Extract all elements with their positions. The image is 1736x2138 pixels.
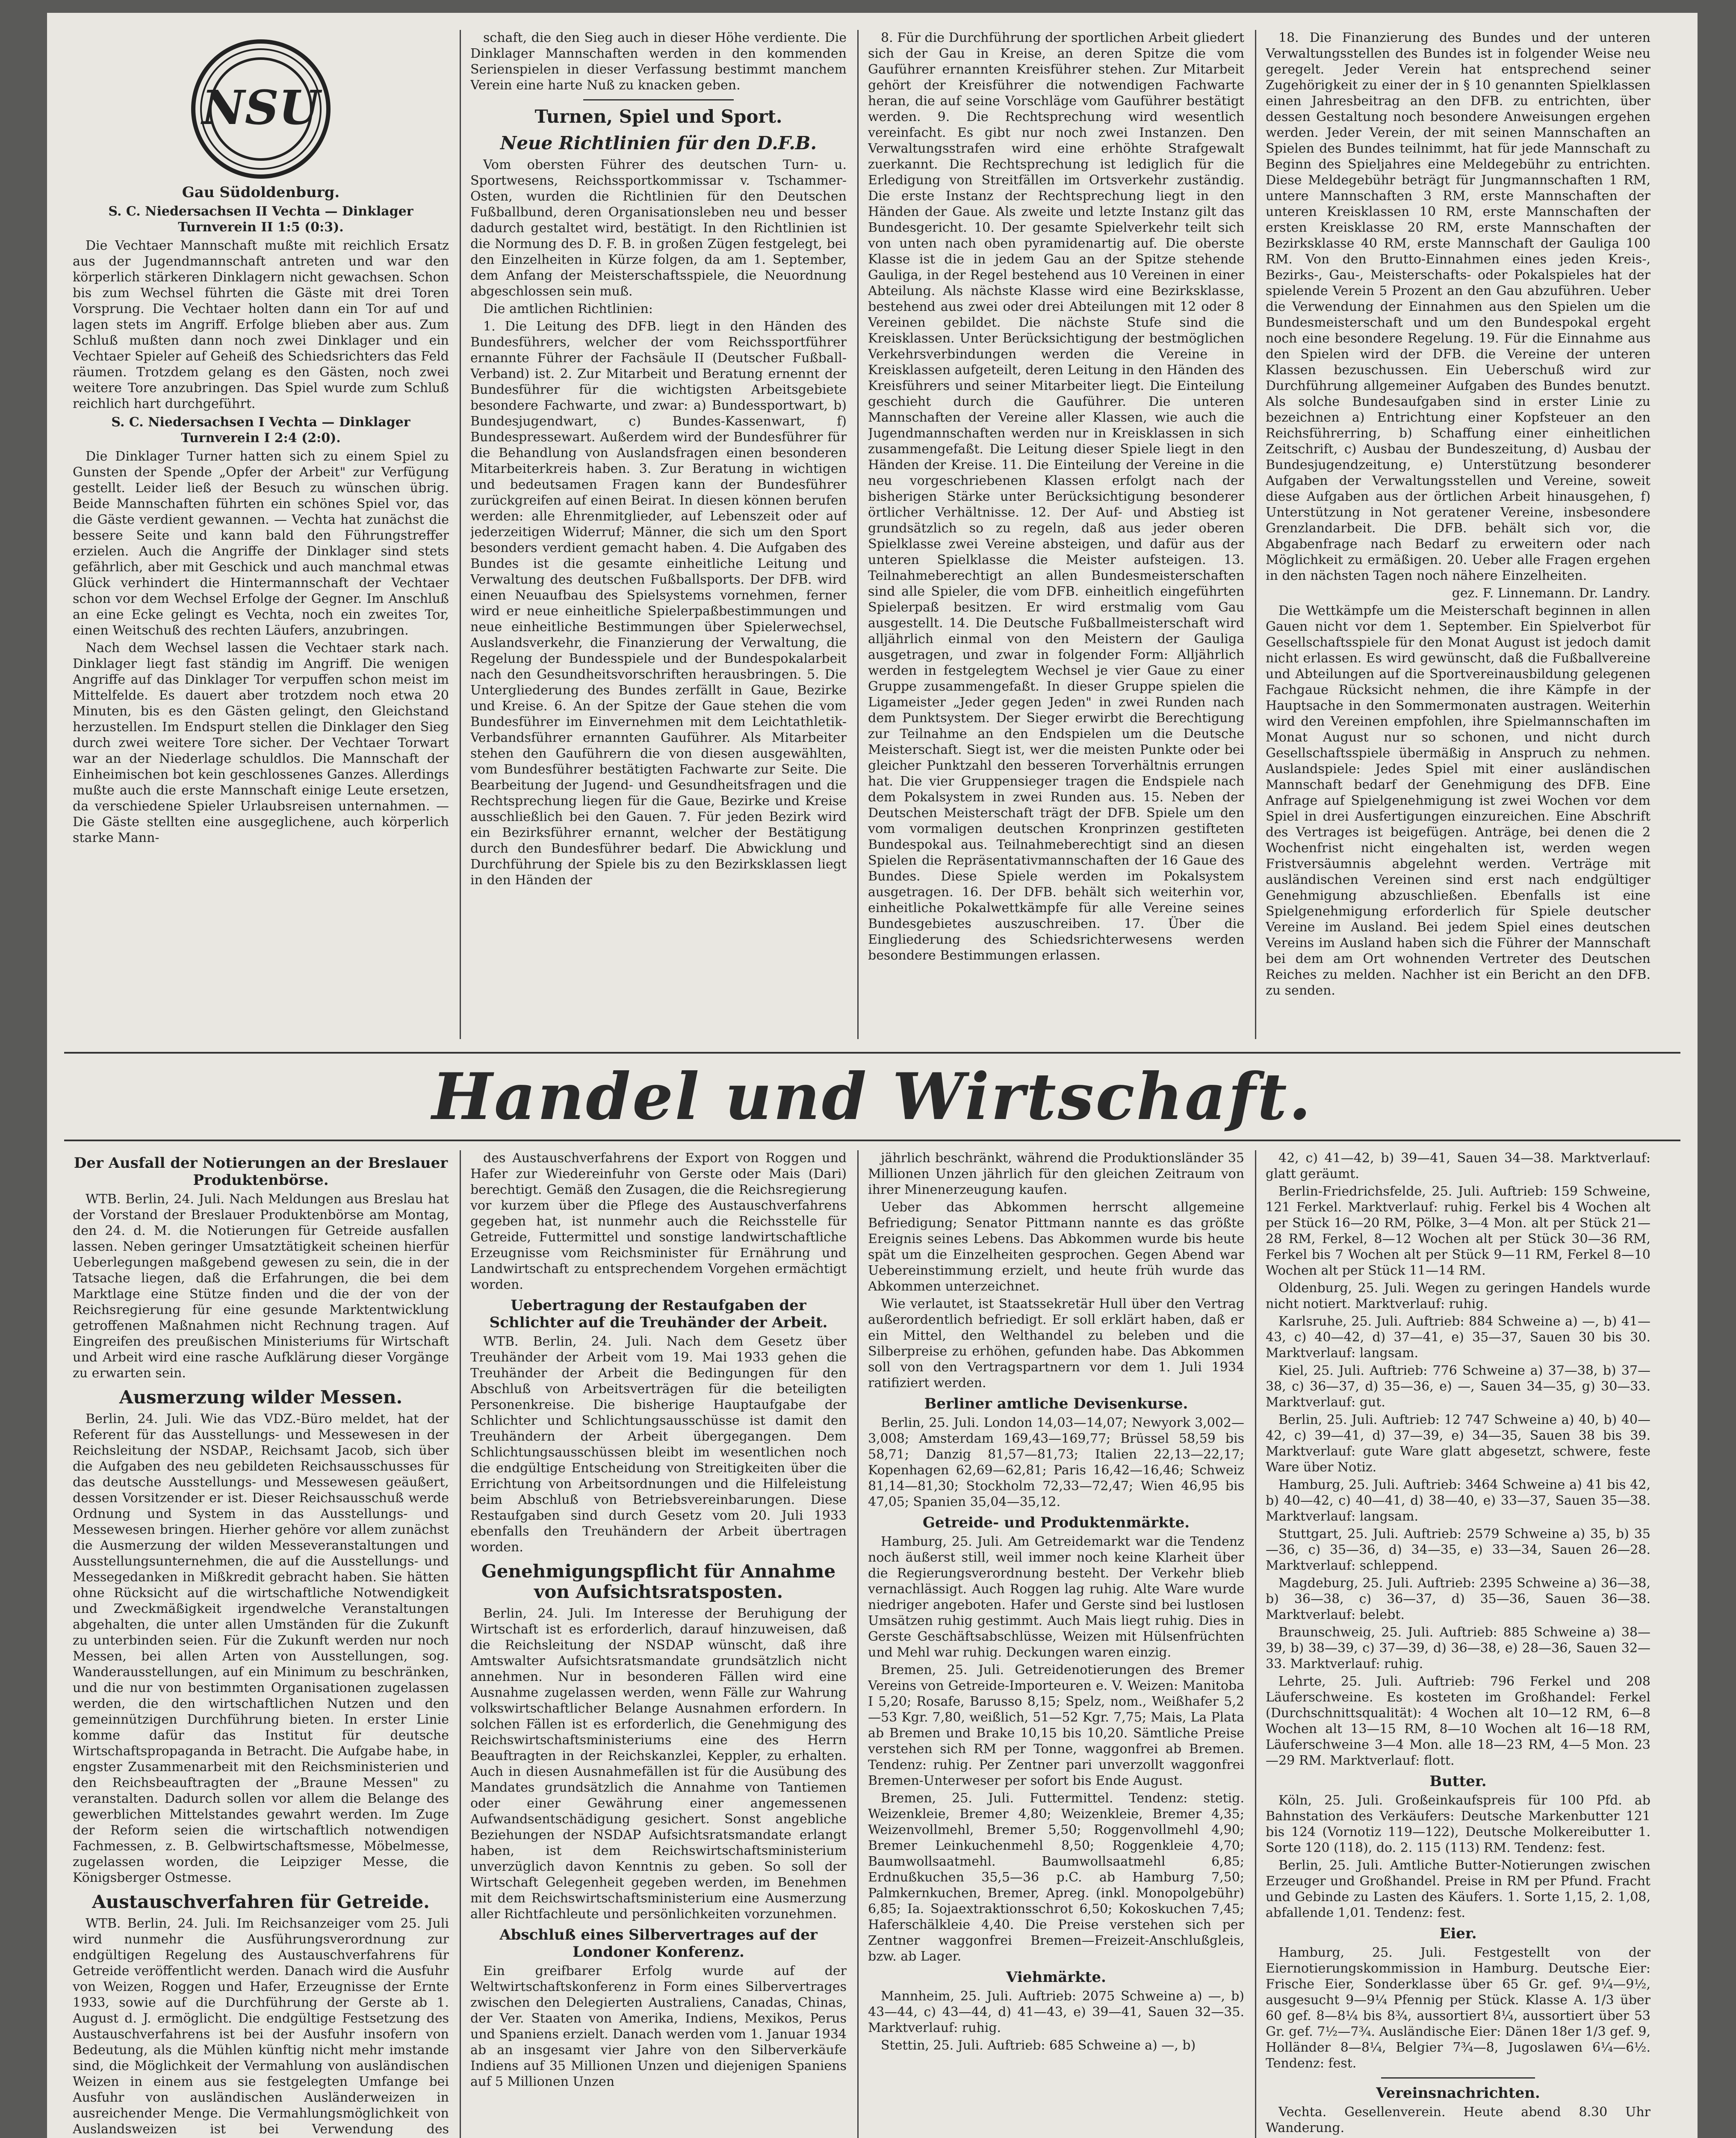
vereinsnachrichten-text: Vechta. Gesellenverein. Heute abend 8.30 Uhr Wanderung. — [1266, 2105, 1650, 2135]
aufsichtsrat-headline: Genehmigungspflicht für Annahme von Aufsichtsratsposten. — [481, 1561, 836, 1602]
oldenburg-text: Oldenburg, 25. Juli. Wegen zu geringen Handels wurde nicht notiert. Marktverlauf: ruhig. — [1266, 1281, 1650, 1311]
dfb-rules-col4: 18. Die Finanzierung des Bundes und der unteren Verwaltungsstellen des Bundes ist in folgender Weise neu geregelt. Jeder Verein hat entsprechend seiner Zugehörigkeit zu einer der in § 10 genannten Spielklassen einen Jahresbeitrag an den DFB. zu entrichten, über dessen Gestaltung noch besondere Anweisungen ergehen werden. Jeder Verein, der mit seinen Mannschaften an Spielen des Bundes teilnimmt, hat für jede Mannschaft zu Beginn des Spieljahres eine Meldegebühr zu entrichten. Diese Meldegebühr beträgt für Jungmannschaften 1 RM, untere Mannschaften 3 RM, erste Mannschaften der unteren Kreisklassen 10 RM, erste Mannschaften der ersten Kreisklasse 20 RM, erste Mannschaften der Bezirksklasse 40 RM, erste Mannschaft der Gauliga 100 RM. Von den Brutto-Einnahmen eines jeden Kreis-, Bezirks-, Gau-, Meisterschafts- oder Pokalspieles hat der spielende Verein 5 Prozent an den Gau abzuführen. Ueber die Verwendung der Einnahmen aus den Spielen um die Bundesmeisterschaft und um den Bundespokal ergeht noch eine besondere Regelung. 19. Für die Einnahme aus den Spielen wird der DFB. die Vereine der unteren Klassen bezuschussen. Ein Ueberschuß wird zur Durchführung allgemeiner Aufgaben des Bundes benutzt. Als solche Bundesaufgaben sind in erster Linie zu bezeichnen a) Entrichtung einer Kopfsteuer an den Reichsführerring, b) Schaffung einer einheitlichen Zeitschrift, c) Ausbau der Bundeszeitung, d) Ausbau der Bundesjugendzeitung, e) Unterstützung besonderer Aufgaben der Verwaltungsstellen und Vereine, soweit diese Aufgaben aus der örtlichen Arbeit hinausgehen, f) Unterstützung in Not geratener Vereine, insbesondere Grenzlandarbeit. Die DFB. behält sich vor, die Abgabenfrage nach Bedarf zu erweitern oder nach Möglichkeit zu ermäßigen. 20. Ueber alle Fragen ergehen in den nächsten Tagen noch nähere Einzelheiten. — [1266, 30, 1650, 583]
match2-text: Die Dinklager Turner hatten sich zu einem Spiel zu Gunsten der Spende „Opfer der Arbeit" zur Verfügung gestellt. Leider ließ der Besuch zu wünschen übrig. Beide Mannschaften führten ein schönes Spiel vor, das die Gäste verdient gewannen. — Vechta hat zunächst die bessere Seite und kann bald den Führungstreffer erzielen. Auch die Angriffe der Dinklager sind stets gefährlich, aber mit Geschick und auch manchmal etwas Glück verhindert die Hintermannschaft der Vechtaer schon vor dem Wechsel Erfolge der Gegner. Im Anschluß an eine Ecke gelingt es Vechta, noch ein zweites Tor, einen Weitschuß des rechten Läufers, anzubringen. — [73, 449, 449, 638]
handel-column-3 — [868, 1150, 1244, 2138]
getreide-hamburg-text: Hamburg, 25. Juli. Am Getreidemarkt war die Tendenz noch äußerst still, weil immer noch keine Klarheit über die Regierungsverordnung besteht. Der Verkehr blieb vernachlässigt. Auch Roggen lag ruhig. Alte Ware wurde niedriger angeboten. Hafer und Gerste sind bei lustlosen Umsätzen ruhig gestimmt. Auch Mais liegt ruhig. Dies in Gerste Geschäftsabschlüsse, Weizen mit Hülsenfrüchten und Mehl war ruhig. Deckungen waren einzig. — [868, 1534, 1244, 1660]
sport-column-2 — [470, 30, 847, 1039]
breslau-text: WTB. Berlin, 24. Juli. Nach Meldungen aus Breslau hat der Vorstand der Breslauer Produktenbörse am Montag, den 24. d. M. die Notierungen für Getreide ausfallen lassen. Neben geringer Umsatztätigkeit scheinen hierfür Ueberlegungen maßgebend gewesen zu sein, die in der Tatsache liegen, daß die Erfahrungen, die bei dem Marktlage eine Stütze finden und die der von der Reichsregierung für eine gesunde Marktentwicklung getroffenen Maßnahmen nicht Rechnung tragen. Auf Eingreifen des preußischen Ministeriums für Wirtschaft und Arbeit wird eine rasche Aufklärung dieser Vorgänge zu erwarten sein. — [73, 1192, 449, 1381]
column-divider — [460, 1150, 461, 2138]
butter-headline: Butter. — [1429, 1773, 1487, 1790]
sport-column-4 — [1266, 30, 1650, 1039]
devisen-text: Berlin, 25. Juli. London 14,03—14,07; Newyork 3,002—3,008; Amsterdam 169,43—169,77; Brüssel 58,59 bis 58,71; Danzig 81,57—81,73; Italien 22,13—22,17; Kopenhagen 62,69—62,81; Paris 16,42—16,46; Schweiz 81,14—81,30; Stockholm 72,33—72,47; Wien 46,95 bis 47,05; Spanien 35,04—35,12. — [868, 1415, 1244, 1509]
butter-berlin-text: Berlin, 25. Juli. Amtliche Butter-Notierungen zwischen Erzeuger und Großhandel. Preise in RM per Pfund. Fracht und Gebinde zu Lasten des Käufers. 1. Sorte 1,15, 2. 1,08, abfallende 1,01. Tendenz: fest. — [1266, 1858, 1650, 1920]
dfb-intro: Vom obersten Führer des deutschen Turn- u. Sportwesens, Reichssportkommissar v. Tschammer-Osten, wurden die Richtlinien für den Deutschen Fußballbund, deren Organisationsleben neu und besser dadurch gestaltet wird, bestätigt. In den Richtlinien ist die Normung des D. F. B. in großen Zügen festgelegt, bei den Einzelheiten in Kürze folgen, da am 1. September, dem Anfang der Meisterschaftsspiele, die Neuordnung abgeschlossen sein muß. — [470, 157, 847, 299]
schlichter-headline: Uebertragung der Restaufgaben der Schlichter auf die Treuhänder der Arbeit. — [489, 1297, 828, 1331]
short-rule — [583, 99, 734, 100]
friedrichsfelde-text: Berlin-Friedrichsfelde, 25. Juli. Auftrieb: 159 Schweine, 121 Ferkel. Marktverlauf: ruhig. Ferkel bis 4 Wochen alt per Stück 16—20 RM, Pölke, 3—4 Mon. alt per Stück 21—28 RM, Ferkel, 8—12 Wochen alt per Stück 30—36 RM, Ferkel bis 7 Wochen alt per Stück 9—11 RM, Ferkel 8—10 Wochen alt per Stück 11—14 RM. — [1266, 1184, 1650, 1278]
match1-text: Die Vechtaer Mannschaft mußte mit reichlich Ersatz aus der Jugendmannschaft antreten und war den körperlich stärkeren Dinklagern nicht gewachsen. Schon bis zum Wechsel führten die Gäste mit drei Toren Vorsprung. Die Vechtaer holten dann ein Tor auf und lagen stets im Angriff. Erfolge blieben aber aus. Zum Schluß mußten dann noch zwei Dinklager und ein Vechtaer Spieler auf Geheiß des Schiedsrichters das Feld räumen. Trotzdem gelang es den Gästen, noch zwei weitere Tore anzubringen. Das Spiel wurde zum Schluß reichlich hart durchgeführt. — [73, 238, 449, 411]
section-banner: Handel und Wirtschaft. — [432, 1059, 1313, 1134]
banner-bottom-rule — [64, 1140, 1680, 1141]
stettin-text: Stettin, 25. Juli. Auftrieb: 685 Schweine a) —, b) — [881, 2038, 1196, 2053]
match2-title: S. C. Niedersachsen I Vechta — Dinklager Turnverein I 2:4 (2:0). — [111, 415, 410, 446]
messen-headline: Ausmerzung wilder Messen. — [119, 1387, 403, 1408]
silber-reaction-text: Ueber das Abkommen herrscht allgemeine Befriedigung; Senator Pittmann nannte es das größte Ereignis seines Lebens. Das Abkommen wurde bis heute spät um die Einzelheiten gesprochen. Gegen Abend war Uebereinstimmung erzielt, und heute früh wurde das Abkommen unterzeichnet. — [868, 1200, 1244, 1294]
column-divider — [1255, 30, 1256, 1039]
braunschweig-text: Braunschweig, 25. Juli. Auftrieb: 885 Schweine a) 38—39, b) 38—39, c) 37—39, d) 36—38, e) 28—36, Sauen 32—33. Marktverlauf: ruhig. — [1266, 1625, 1650, 1671]
dfb-rules-col3: 8. Für die Durchführung der sportlichen Arbeit gliedert sich der Gau in Kreise, an deren Spitze die vom Gauführer ernannten Kreisführer stehen. Zur Mitarbeit gehört der Kreisführer die notwendigen Fachwarte heran, die auf seine Vorschläge vom Gauführer bestätigt werden. 9. Die Rechtsprechung wird wesentlich vereinfacht. Es gibt nur noch zwei Instanzen. Den Verwaltungsstrafen wird eine erhöhte Strafgewalt zuerkannt. Die Rechtsprechung ist lediglich für die Erledigung von Streitfällen im Ortsverkehr zuständig. Die erste Instanz der Rechtsprechung liegt in den Händen der Gaue. Als zweite und letzte Instanz gilt das Bundesgericht. 10. Der gesamte Spielverkehr teilt sich von unten nach oben pyramidenartig auf. Die oberste Klasse ist die in jedem Gau an der Spitze stehende Gauliga, in der Regel bestehend aus 10 Vereinen in einer Abteilung. Als nächste Klasse wird eine Bezirksklasse, bestehend aus zwei oder drei Abteilungen mit 12 oder 8 Vereinen gebildet. Die nächste Stufe sind die Kreisklassen. Unter Berücksichtigung der bestmöglichen Verkehrsverbindungen werden die Vereine in Kreisklassen aufgeteilt, deren Leitung in den Händen des Kreisführers und seiner Mitarbeiter liegt. Die Einteilung geschieht durch die Gauführer. Die unteren Mannschaften der Vereine aller Klassen, wie auch die Jugendmannschaften werden nur in Kreisklassen in sich zusammengefaßt. Die Leitung dieser Spiele liegt in den Händen der Kreise. 11. Die Einteilung der Vereine in die neu vorgeschriebenen Klassen erfolgt nach der bisherigen Stärke unter Berücksichtigung besonderer örtlicher Verhältnisse. 12. Der Auf- und Abstieg ist grundsätzlich so zu regeln, daß aus jeder oberen Spielklasse zwei Vereine absteigen, und dafür aus der unteren Spielklasse die Meister aufsteigen. 13. Teilnahmeberechtigt an allen Bundesmeisterschaften sind alle Spieler, die vom DFB. einheitlich eingeführten Spielerpaß besitzen. Er wird erstmalig vom Gau ausgestellt. 14. Die Deutsche Fußballmeisterschaft wird alljährlich einmal von den Meistern der Gauliga ausgetragen, und zwar in folgender Form: Alljährlich werden in festgelegtem Wechsel je vier Gaue zu einer Gruppe zusammengefaßt. In dieser Gruppe spielen die Ligameister „Jeder gegen Jeden" in zwei Runden nach dem Punktsystem. Der Sieger erwirbt die Berechtigung zur Teilnahme an den Endspielen um die Deutsche Meisterschaft. Siegt ist, wer die meisten Punkte oder bei gleicher Punktzahl den besseren Torverhältnis errungen hat. Die vier Gruppensieger tragen die Endspiele nach dem Pokalsystem in zwei Runden aus. 15. Neben der Deutschen Meisterschaft trägt der DFB. Spiele um den vom vormaligen deutschen Kronprinzen gestifteten Bundespokal aus. Teilnahmeberechtigt sind an diesen Spielen die Repräsentativmannschaften der 16 Gaue des Bundes. Diese Spiele werden im Pokalsystem ausgetragen. 16. Der DFB. behält sich weiterhin vor, einheitliche Pokalwettkämpfe für alle Vereine seines Bundesgebietes auszuschreiben. 17. Über die Eingliederung des Schiedsrichterwesens werden besondere Bestimmungen erlassen. — [868, 30, 1244, 963]
svg-text:NSU: NSU — [202, 80, 320, 135]
stettin-cont-text: 42, c) 41—42, b) 39—41, Sauen 34—38. Marktverlauf: glatt geräumt. — [1266, 1151, 1650, 1181]
column-divider — [857, 30, 859, 1039]
gau-title: Gau Südoldenburg. — [182, 184, 340, 201]
column-divider — [460, 30, 461, 1039]
match1-title: S. C. Niedersachsen II Vechta — Dinklager Turnverein II 1:5 (0:3). — [108, 204, 413, 235]
dfb-signature: gez. F. Linnemann. Dr. Landry. — [1452, 586, 1650, 601]
getreide-headline: Getreide- und Produktenmärkte. — [922, 1514, 1190, 1531]
austausch-cont-text: des Austauschverfahrens der Export von Roggen und Hafer zur Wiedereinfuhr von Gerste oder Mais (Dari) berechtigt. Gemäß den Zusagen, die die Reichsregierung vor kurzem über die Pflege des Austauschverfahrens gegeben hat, ist nunmehr auch die Reichsstelle für Getreide, Futtermittel und sonstige landwirtschaftliche Erzeugnisse vom Reichsminister für Ernährung und Landwirtschaft zu entsprechendem Vorgehen ermächtigt worden. — [470, 1151, 847, 1292]
dfb-rules-col2: 1. Die Leitung des DFB. liegt in den Händen des Bundesführers, welcher der vom Reichssportführer ernannte Führer der Fachsäule II (Deutscher Fußball-Verband) ist. 2. Zur Mitarbeit und Beratung ernennt der Bundesführer für die wichtigsten Arbeitsgebiete besondere Fachwarte, und zwar: a) Bundessportwart, b) Bundesjugendwart, c) Bundes-Kassenwart, f) Bundespressewart. Außerdem wird der Bundesführer für die Behandlung von Auslandsfragen einen besonderen Mitarbeiterkreis haben. 3. Zur Beratung in wichtigen und bedeutsamen Fragen kann der Bundesführer zurückgreifen auf einen Beirat. In diesen können berufen werden: alle Ehrenmitglieder, auf Lebenszeit oder auf jederzeitigen Widerruf; Männer, die sich um den Sport besonders verdient gemacht haben. 4. Die Aufgaben des Bundes ist die gesamte einheitliche Leitung und Verwaltung des deutschen Fußballsports. Der DFB. wird einen Neuaufbau des Spielsystems vornehmen, ferner wird er neue einheitliche Spielerpaßbestimmungen und neue einheitliche Bestimmungen über Spielerwechsel, Auslandsverkehr, die Finanzierung der Verwaltung, die Regelung der Bundesspiele und der Bundespokalarbeit nach den Gesundheitsvorschriften herausbringen. 5. Die Untergliederung des Bundes zerfällt in Gaue, Bezirke und Kreise. 6. An der Spitze der Gaue stehen die vom Bundesführer im Einvernehmen mit dem Leichtathletik-Verbandsführer ernannten Gauführer. Als Mitarbeiter stehen den Gauführern die von diesen ausgewählten, vom Bundesführer bestätigten Fachwarte zur Seite. Die Bearbeitung der Jugend- und Gesundheitsfragen und die Rechtsprechung liegen für die Gaue, Bezirke und Kreise ausschließlich bei den Gauen. 7. Für jeden Bezirk wird ein Bezirksführer ernannt, welcher der Bestätigung durch den Bundesführer bedarf. Die Abwicklung und Durchführung der Spiele bis zu den Bezirksklassen liegt in den Händen der — [470, 319, 847, 888]
section-title: Turnen, Spiel und Sport. — [534, 106, 782, 127]
mannheim-text: Mannheim, 25. Juli. Auftrieb: 2075 Schweine a) —, b) 43—44, c) 43—44, d) 41—43, e) 39—41, Sauen 32—35. Marktverlauf: ruhig. — [868, 1989, 1244, 2035]
handel-column-1 — [73, 1150, 449, 2138]
banner-top-rule — [64, 1052, 1680, 1054]
karlsruhe-text: Karlsruhe, 25. Juli. Auftrieb: 884 Schweine a) —, b) 41—43, c) 40—42, d) 37—41, e) 35—37, Sauen 30 bis 30. Marktverlauf: langsam. — [1266, 1314, 1650, 1361]
hamburg-vieh-text: Hamburg, 25. Juli. Auftrieb: 3464 Schweine a) 41 bis 42, b) 40—42, c) 40—41, d) 38—40, e) 33—37, Sauen 35—38. Marktverlauf: langsam. — [1266, 1477, 1650, 1524]
kiel-text: Kiel, 25. Juli. Auftrieb: 776 Schweine a) 37—38, b) 37—38, c) 36—37, d) 35—36, e) —, Sauen 34—35, g) 30—33. Marktverlauf: gut. — [1266, 1363, 1650, 1410]
column-divider — [1255, 1150, 1256, 2138]
breslau-headline: Der Ausfall der Notierungen an der Breslauer Produktenbörse. — [74, 1155, 448, 1189]
austausch-text: WTB. Berlin, 24. Juli. Im Reichsanzeiger vom 25. Juli wird nunmehr die Ausführungsverordnung zur endgültigen Regelung des Austauschverfahrens für Getreide veröffentlicht werden. Danach wird die Ausfuhr von Weizen, Roggen und Hafer, Erzeugnisse der Ernte 1933, sowie auf die Durchführung der Gerste ab 1. August d. J. ermöglicht. Die endgültige Festsetzung des Austauschverfahrens ist bei der Ausfuhr insofern von Bedeutung, als die Mühlen künftig nicht mehr imstande sind, die Möglichkeit der Vermahlung von ausländischen Weizen in einem aus sie festgelegten Umfange bei Ausfuhr von ausländischen Ausländerweizen in ausreichender Menge. Die Vermahlungsmöglichkeit von Auslandsweizen ist bei Verwendung des — [73, 1916, 449, 2137]
sport-column-1 — [73, 30, 449, 1039]
col2-top-text: schaft, die den Sieg auch in dieser Höhe verdiente. Die Dinklager Mannschaften werden in den kommenden Serienspielen in dieser Verfassung bestimmt manchem Verein eine harte Nuß zu knacken geben. — [470, 30, 847, 93]
sport-column-3 — [868, 30, 1244, 1039]
schlichter-text: WTB. Berlin, 24. Juli. Nach dem Gesetz über Treuhänder der Arbeit vom 19. Mai 1933 gehen die Treuhänder der Arbeit die Bedingungen für den Abschluß von Arbeitsverträgen für die beteiligten Personenkreise. Die bisherige Hauptaufgabe der Schlichter und Schlichtungsausschüsse ist damit den Treuhändern der Arbeit übergegangen. Dem Schlichtungsausschüssen bleibt im wesentlichen noch die endgültige Entscheidung von Streitigkeiten über die Errichtung von Arbeitsordnungen und die Hilfeleistung beim Abschluß von Betriebsvereinbarungen. Diese Restaufgaben sind durch Gesetz vom 20. Juli 1933 ebenfalls den Treuhändern der Arbeit übertragen worden. — [470, 1334, 847, 1555]
dfb-rules-heading: Die amtlichen Richtlinien: — [483, 301, 653, 316]
butter-koeln-text: Köln, 25. Juli. Großeinkaufspreis für 100 Pfd. ab Bahnstation des Verkäufers: Deutsche Markenbutter 121 bis 124 (Vornotiz 119—122), Deutsche Molkereibutter 1. Sorte 120 (118), do. 2. 115 (113) RM. Tendenz: fest. — [1266, 1793, 1650, 1855]
eier-text: Hamburg, 25. Juli. Festgestellt von der Eiernotierungskommission in Hamburg. Deutsche Eier: Frische Eier, Sonderklasse über 65 Gr. gef. 9¼—9½, ausgesucht 9—9¼ Pfennig per Stück. Klasse A. 1/3 über 60 gef. 8—8¼ bis 8¾, aussortiert 8¼, aussortiert über 53 Gr. gef. 7½—7¾. Ausländische Eier: Dänen 18er 1/3 gef. 9, Holländer 8—8¼, Belgier 7¾—8, Jugoslawen 6¼—6½. Tendenz: fest. — [1266, 1945, 1650, 2071]
handel-column-4 — [1266, 1150, 1650, 2138]
getreide-bremen-text: Bremen, 25. Juli. Getreidenotierungen des Bremer Vereins von Getreide-Importeuren e. V. Weizen: Manitoba I 5,20; Rosafe, Barusso 8,15; Spelz, nom., Weißhafer 5,2—53 Kgr. 7,80, weißlich, 51—52 Kgr. 7,75; Mais, La Plata ab Bremen und Brake 10,15 bis 10,20. Sämtliche Preise verstehen sich RM per Tonne, waggonfrei ab Bremen. Tendenz: ruhig. Per Zentner pari unverzollt waggonfrei Bremen-Unterweser per sofort bis Ende August. — [868, 1663, 1244, 1788]
austausch-headline: Austauschverfahren für Getreide. — [92, 1891, 430, 1912]
handel-column-2 — [470, 1150, 847, 2138]
devisen-headline: Berliner amtliche Devisenkurse. — [924, 1395, 1188, 1412]
nsu-logo-icon — [190, 38, 331, 180]
aufsichtsrat-text: Berlin, 24. Juli. Im Interesse der Beruhigung der Wirtschaft ist es erforderlich, darauf hinzuweisen, daß die Reichsleitung der NSDAP wünscht, daß ihre Amtswalter Aufsichtsratsmandate grundsätzlich nicht annehmen. Nur in besonderen Fällen wird eine Ausnahme zugelassen werden, wenn Fälle zur Wahrung volkswirtschaftlicher Belange Ausnahmen erfordern. In solchen Fällen ist es erforderlich, die Genehmigung des Reichswirtschaftsministeriums eine des Herrn Beauftragten in der Reichskanzlei, Keppler, zu erhalten. Auch in diesen Ausnahmefällen ist für die Ausübung des Mandates grundsätzlich die Annahme von Tantiemen oder einer Gewährung einer angemessenen Aufwandsentschädigung gesichert. Sonst angebliche Beziehungen der NSDAP Aufsichtsratsmandate erlangt haben, ist dem Reichswirtschaftsministerium unverzüglich davon Kenntnis zu geben. So soll der Wirtschaft Gelegenheit gegeben werden, im Benehmen mit dem Reichswirtschaftsministerium eine Ausmerzung aller Richtfachleute und persönlichkeiten vorzunehmen. — [470, 1606, 847, 1922]
lehrte-text: Lehrte, 25. Juli. Auftrieb: 796 Ferkel und 208 Läuferschweine. Es kosteten im Großhandel: Ferkel (Durchschnittsqualität): 4 Wochen alt 10—12 RM, 6—8 Wochen alt 13—15 RM, 8—10 Wochen alt 16—18 RM, Läuferschweine 3—4 Mon. alle 18—23 RM, 4—5 Mon. 23—29 RM. Marktverlauf: flott. — [1266, 1674, 1650, 1768]
silber-text: Ein greifbarer Erfolg wurde auf der Weltwirtschaftskonferenz in Form eines Silbervertrages zwischen den Delegierten Australiens, Canadas, Chinas, der Ver. Staaten von Amerika, Indiens, Mexikos, Perus und Spaniens erzielt. Danach werden vom 1. Januar 1934 ab an insgesamt vier Jahre von den Silberverkäufe Indiens auf 35 Millionen Unzen und diejenigen Spaniens auf 5 Millionen Unzen — [470, 1964, 847, 2089]
hull-text: Wie verlautet, ist Staatssekretär Hull über den Vertrag außerordentlich befriedigt. Er soll erklärt haben, daß er ein Mittel, den Welthandel zu beleben und die Silberpreise zu erhöhen, gefunden habe. Das Abkommen soll von den Vertragspartnern vor dem 1. Juli 1934 ratifiziert werden. — [868, 1296, 1244, 1391]
silber-cont-text: jährlich beschränkt, während die Produktionsländer 35 Millionen Unzen jährlich für den gleichen Zeitraum von ihrer Minenerzeugung kaufen. — [868, 1151, 1244, 1197]
eier-headline: Eier. — [1439, 1925, 1477, 1942]
futtermittel-bremen-text: Bremen, 25. Juli. Futtermittel. Tendenz: stetig. Weizenkleie, Bremer 4,80; Weizenkleie, Bremer 4,35; Weizenvollmehl, Bremer 5,50; Roggenvollmehl 4,90; Bremer Leinkuchenmehl 8,50; Roggenkleie 4,70; Baumwollsaatmehl. Baumwollsaatmehl 6,85; Erdnußkuchen 35,5—36 p.C. ab Hamburg 7,50; Palmkernkuchen, Bremer, Apreg. (inkl. Monopolgebühr) 6,85; Ia. Sojaextraktionsschrot 6,50; Kokoskuchen 7,45; Haferschälkleie 4,40. Die Preise verstehen sich per Zentner waggonfrei Bremen—Freizeit-Anschlußgleis, bzw. ab Lager. — [868, 1791, 1244, 1964]
messen-text: Berlin, 24. Juli. Wie das VDZ.-Büro meldet, hat der Referent für das Ausstellungs- und Messewesen in der Reichsleitung der NSDAP., Reichsamt Jacob, sich über die Aufgaben des neu gebildeten Reichsausschusses für das deutsche Ausstellungs- und Messewesen geäußert, dessen Vorsitzender er ist. Dieser Reichsausschuß werde Ordnung und System in das Ausstellungs- und Messewesen bringen. Hierher gehöre vor allem zunächst die Ausmerzung der wilden Messeveranstaltungen und Ausstellungsunternehmen, die auf die Ausstellungs- und Messegedanken in Mißkredit gebracht haben. Sie hätten ohne Rücksicht auf die wirtschaftliche Notwendigkeit und Zweckmäßigkeit irgendwelche Veranstaltungen abgehalten, die unter allen Umständen für die Zukunft zu unterbinden seien. Für die Zukunft werden nur noch Messen, bei allen Arten von Ausstellungen, sog. Wanderausstellungen, auf ein Minimum zu beschränken, und die nur von bestimmten Organisationen zugelassen werden, die den wirtschaftlichen Nutzen und den gemeinnützigen Durchführung bieten. In erster Linie komme dafür das Institut für deutsche Wirtschaftspropaganda in Betracht. Die Aufgabe habe, in engster Zusammenarbeit mit den Reichsministerien und den Reichsbeauftragten der „Braune Messen" zu veranstalten. Dadurch sollen vor allem die Belange des gewerblichen Mittelstandes gewahrt werden. Im Zuge der Reform seien die wirtschaftlich notwendigen Fachmessen, z. B. Gelbwirtschaftsmesse, Möbelmesse, zugelassen worden, die Leipziger Messe, die Königsberger Ostmesse. — [73, 1412, 449, 1885]
stuttgart-text: Stuttgart, 25. Juli. Auftrieb: 2579 Schweine a) 35, b) 35—36, c) 35—36, d) 34—35, e) 33—34, Sauen 26—28. Marktverlauf: schleppend. — [1266, 1527, 1650, 1573]
short-rule — [1381, 2077, 1535, 2079]
match2-text-2: Nach dem Wechsel lassen die Vechtaer stark nach. Dinklager liegt fast ständig im Angriff. Die wenigen Angriffe auf das Dinklager Tor verpuffen schon meist im Mittelfelde. Es dauert aber trotzdem noch etwa 20 Minuten, bis es den Gästen gelingt, den Gleichstand herzustellen. Im Endspurt stellen die Dinklager den Sieg durch zwei weitere Tore sicher. Der Vechtaer Torwart war an der Niederlage schuldlos. Die Mannschaft der Einheimischen bot kein geschlossenes Ganzes. Allerdings mußte auch die erste Mannschaft einige Leute ersetzen, da verschiedene Spieler Urlaubsreisen unternahmen. — Die Gäste stellten eine ausgeglichene, auch körperlich starke Mann- — [73, 641, 449, 845]
dfb-title: Neue Richtlinien für den D.F.B. — [500, 133, 817, 154]
column-divider — [857, 1150, 859, 2138]
berlin-vieh-text: Berlin, 25. Juli. Auftrieb: 12 747 Schweine a) 40, b) 40—42, c) 39—41, d) 37—39, e) 34—35, Sauen 38 bis 39. Marktverlauf: gute Ware glatt abgesetzt, schwere, feste Ware über Notiz. — [1266, 1412, 1650, 1475]
viehmaerkte-headline: Viehmärkte. — [1006, 1969, 1106, 1986]
silber-headline: Abschluß eines Silbervertrages auf der Londoner Konferenz. — [499, 1926, 818, 1961]
magdeburg-text: Magdeburg, 25. Juli. Auftrieb: 2395 Schweine a) 36—38, b) 36—38, c) 36—37, d) 35—36, Sauen 36—38. Marktverlauf: belebt. — [1266, 1576, 1650, 1622]
vereinsnachrichten-headline: Vereinsnachrichten. — [1376, 2085, 1540, 2102]
dfb-col4-more: Die Wettkämpfe um die Meisterschaft beginnen in allen Gauen nicht vor dem 1. September. Ein Spielverbot für Gesellschaftsspiele für den Monat August ist jedoch damit nicht erlassen. Es wird gewünscht, daß die Fußballvereine und Abteilungen auf die Sportvereinausbildung gelegenen Fachgaue Rücksicht nehmen, die ihre Kämpfe in der Hauptsache in den Sommermonaten austragen. Weiterhin wird den Vereinen empfohlen, ihre Spielmannschaften im Monat August nur so schonen, und nicht durch Gesellschaftsspiele übermäßig in Anspruch zu nehmen. Auslandspiele: Jedes Spiel mit einer ausländischen Mannschaft bedarf der Genehmigung des DFB. Eine Anfrage auf Spielgenehmigung ist zwei Wochen vor dem Spiel in drei Ausfertigungen einzureichen. Eine Abschrift des Vertrages ist beigefügen. Anträge, bei denen die 2 Wochenfrist nicht eingehalten ist, werden wegen Fristversäumnis abgelehnt werden. Verträge mit ausländischen Vereinen sind erst nach endgültiger Genehmigung abzuschließen. Ebenfalls ist eine Spielgenehmigung erforderlich für Spiele deutscher Vereine im Ausland. Bei jedem Spiel eines deutschen Vereins im Ausland haben sich die Führer der Mannschaft bei dem am Ort wohnenden Vertreter des Deutschen Reiches zu melden. Nachher ist ein Bericht an den DFB. zu senden. — [1266, 603, 1650, 998]
newspaper-page — [47, 13, 1698, 2138]
